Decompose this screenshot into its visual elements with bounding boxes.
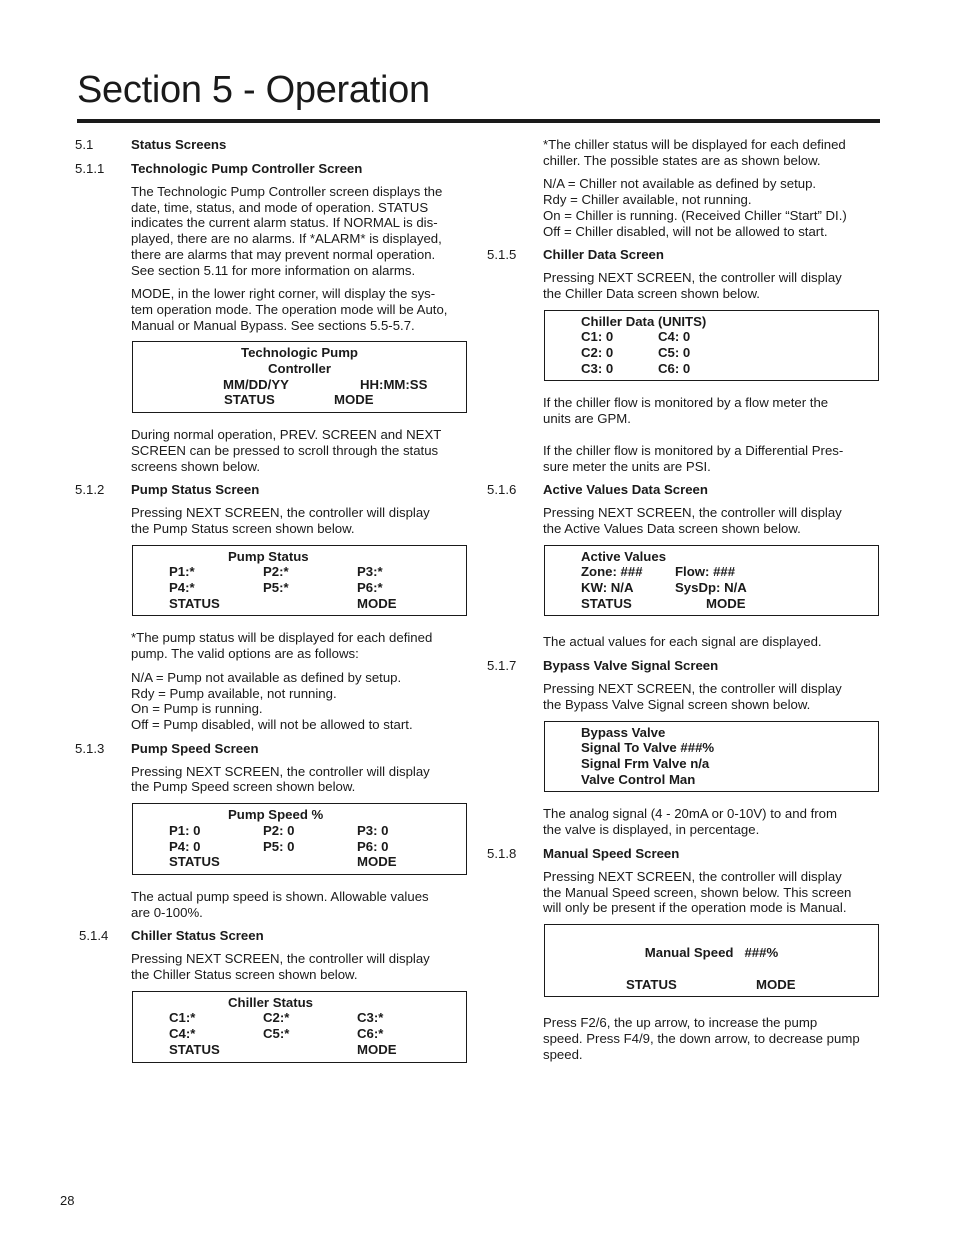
text-line: N/A = Pump not available as defined by setup. <box>131 669 402 685</box>
chiller-cell: C4:* <box>169 1026 196 1042</box>
section-title: Pump Status Screen <box>131 482 260 498</box>
pump-cell: P1:* <box>169 564 195 580</box>
left-column <box>75 136 495 1077</box>
chiller-data-cell: C1: 0 <box>581 329 614 345</box>
text-line: Press F2/6, the up arrow, to increase the pump <box>543 1015 818 1031</box>
time-field: HH:MM:SS <box>360 376 428 392</box>
text-line: Pressing NEXT SCREEN, the controller will display <box>131 951 430 967</box>
dp-meter-note <box>543 443 880 474</box>
screen-line: Controller <box>267 361 331 377</box>
chiller-status-note <box>543 137 880 168</box>
pump-speed-box <box>132 803 467 875</box>
chiller-data-cell: C6: 0 <box>658 360 691 376</box>
manual-speed-field: Manual Speed ###% <box>644 944 779 960</box>
status-field: STATUS <box>169 595 220 611</box>
bypass-valve-note <box>543 806 880 837</box>
right-column <box>487 136 907 1070</box>
text-line: played, there are no alarms. If *ALARM* is displayed, <box>131 231 442 247</box>
text-line: Off = Chiller disabled, will not be allowed to start. <box>543 223 828 239</box>
text-line: Rdy = Chiller available, not running. <box>543 192 752 208</box>
chiller-status-intro <box>131 951 468 982</box>
speed-cell: P5: 0 <box>263 838 295 854</box>
kw-field: KW: N/A <box>581 580 634 596</box>
section-number: 5.1.4 <box>79 928 109 944</box>
pump-cell: P4:* <box>169 580 195 596</box>
section-5-1-4-heading <box>75 928 495 944</box>
section-number: 5.1.3 <box>75 740 105 756</box>
chiller-cell: C1:* <box>169 1010 196 1026</box>
text-line: Off = Pump disabled, will not be allowed to start. <box>131 716 413 732</box>
screen-title: Bypass Valve <box>581 724 666 740</box>
chiller-data-intro <box>543 270 880 301</box>
text-line: *The chiller status will be displayed for each defined <box>543 137 846 152</box>
status-mode-row <box>545 596 878 612</box>
text-line: there are alarms that may prevent normal operation. <box>131 246 436 262</box>
text-line: If the chiller flow is monitored by a flow meter the <box>543 395 829 411</box>
speed-cell: P6: 0 <box>357 838 389 854</box>
section-5-1-7-heading <box>487 658 907 674</box>
date-field: MM/DD/YY <box>223 376 289 392</box>
active-values-grid <box>545 564 878 595</box>
pump-cell: P6:* <box>357 580 383 596</box>
mode-field: MODE <box>706 595 746 611</box>
text-line: The actual values for each signal are displayed. <box>543 634 822 650</box>
text-line: Pressing NEXT SCREEN, the controller will display <box>543 681 842 697</box>
pump-speed-grid <box>133 823 466 870</box>
speed-cell: P1: 0 <box>169 822 201 838</box>
chiller-status-options <box>543 176 880 239</box>
text-line: Pressing NEXT SCREEN, the controller will display <box>131 505 430 521</box>
text-line: On = Chiller is running. (Received Chiller “Start” DI.) <box>543 207 847 223</box>
text-line: Pressing NEXT SCREEN, the controller will display <box>543 868 842 884</box>
manual-speed-box <box>544 924 879 997</box>
status-field: STATUS <box>224 392 275 408</box>
sysdp-field: SysDp: N/A <box>675 580 747 596</box>
text-line: *The pump status will be displayed for each defined <box>131 630 433 646</box>
text-line: Manual or Manual Bypass. See sections 5.5-5.7. <box>131 317 415 333</box>
speed-cell: P3: 0 <box>357 822 389 838</box>
manual-speed-note <box>543 1015 880 1062</box>
text-line: If the chiller flow is monitored by a Differential Pres- <box>543 442 844 458</box>
text-line: N/A = Chiller not available as defined by setup. <box>543 176 817 192</box>
screen-title: Pump Speed % <box>228 807 324 823</box>
text-line: The Technologic Pump Controller screen displays the <box>131 184 443 199</box>
section-5-1-5-heading <box>487 247 907 263</box>
section-5-1-1-heading <box>75 161 495 177</box>
status-field: STATUS <box>626 976 677 992</box>
mode-field: MODE <box>357 1041 397 1057</box>
bypass-valve-box <box>544 721 879 793</box>
pump-status-note <box>131 630 468 661</box>
section-title: Bypass Valve Signal Screen <box>543 658 719 674</box>
tpc-description <box>131 184 468 278</box>
speed-cell: P4: 0 <box>169 838 201 854</box>
screen-title: Active Values <box>581 548 667 564</box>
text-line: pump. The valid options are as follows: <box>131 646 359 662</box>
text-line: During normal operation, PREV. SCREEN and NEXT <box>131 427 442 443</box>
text-line: the Manual Speed screen, shown below. This screen <box>543 884 852 900</box>
text-line: date, time, status, and mode of operation. STATUS <box>131 199 429 215</box>
title-rule <box>77 119 880 123</box>
active-values-intro <box>543 505 880 536</box>
pump-speed-note <box>131 889 468 920</box>
scroll-description <box>131 427 468 474</box>
pump-status-box <box>132 545 467 617</box>
signal-to-valve: Signal To Valve ###% <box>581 740 715 756</box>
screen-title: Chiller Status <box>228 994 314 1010</box>
section-number: 5.1.6 <box>487 482 517 498</box>
text-line: Pressing NEXT SCREEN, the controller will display <box>543 270 842 286</box>
section-title: Technologic Pump Controller Screen <box>131 161 363 176</box>
tpc-screen-box <box>132 341 467 413</box>
text-line: the valve is displayed, in percentage. <box>543 822 760 838</box>
text-line: the Pump Speed screen shown below. <box>131 779 356 795</box>
text-line: will only be present if the operation mode is Manual. <box>543 900 847 916</box>
chiller-data-cell: C4: 0 <box>658 329 691 345</box>
section-5-1-3-heading <box>75 741 495 757</box>
section-number: 5.1.1 <box>75 161 105 176</box>
text-line: speed. <box>543 1046 583 1062</box>
text-line: units are GPM. <box>543 411 631 427</box>
section-5-1-8-heading <box>487 846 907 862</box>
pump-cell: P3:* <box>357 564 383 580</box>
signal-from-valve: Signal Frm Valve n/a <box>581 755 710 771</box>
mode-field: MODE <box>334 392 374 408</box>
date-time-row <box>133 377 466 393</box>
text-line: MODE, in the lower right corner, will display the sys- <box>131 286 436 302</box>
section-title: Status Screens <box>131 137 227 152</box>
manual-speed-intro <box>543 869 880 916</box>
text-line: SCREEN can be pressed to scroll through the status <box>131 442 439 458</box>
section-title: Active Values Data Screen <box>543 482 708 498</box>
section-5-1-6-heading <box>487 482 907 498</box>
chiller-data-cell: C5: 0 <box>658 345 691 361</box>
active-values-note <box>543 634 880 650</box>
text-line: The analog signal (4 - 20mA or 0-10V) to and from <box>543 806 837 822</box>
text-line: Pressing NEXT SCREEN, the controller will display <box>543 505 842 521</box>
mode-description <box>131 286 468 333</box>
pump-speed-intro <box>131 764 468 795</box>
section-number: 5.1.7 <box>487 658 517 674</box>
section-title: Manual Speed Screen <box>543 845 680 861</box>
status-mode-row <box>133 392 466 408</box>
chiller-data-cell: C3: 0 <box>581 360 614 376</box>
section-title: Chiller Data Screen <box>543 247 664 263</box>
mode-field: MODE <box>357 595 397 611</box>
text-line: chiller. The possible states are as shown below. <box>543 152 821 168</box>
pump-grid <box>133 564 466 611</box>
text-line: Rdy = Pump available, not running. <box>131 685 337 701</box>
text-line: The actual pump speed is shown. Allowable values <box>131 888 429 904</box>
section-5-1-2-heading <box>75 482 495 498</box>
chiller-data-grid <box>545 329 878 376</box>
pump-cell: P2:* <box>263 564 289 580</box>
active-values-box <box>544 545 879 617</box>
status-field: STATUS <box>169 1041 220 1057</box>
screen-title: Chiller Data (UNITS) <box>581 313 707 329</box>
text-line: tem operation mode. The operation mode will be Auto, <box>131 301 448 317</box>
mode-field: MODE <box>357 854 397 870</box>
text-line: the Active Values Data screen shown below. <box>543 520 801 536</box>
text-line: the Pump Status screen shown below. <box>131 520 355 536</box>
text-line: Pressing NEXT SCREEN, the controller will display <box>131 763 430 779</box>
text-line: the Bypass Valve Signal screen shown below. <box>543 696 811 712</box>
chiller-grid <box>133 1010 466 1057</box>
status-mode-row <box>545 977 878 993</box>
status-field: STATUS <box>169 854 220 870</box>
section-5-1-heading <box>75 137 495 153</box>
section-number: 5.1.8 <box>487 845 517 861</box>
text-line: screens shown below. <box>131 458 261 474</box>
chiller-data-cell: C2: 0 <box>581 345 614 361</box>
chiller-data-box <box>544 310 879 382</box>
text-line: See section 5.11 for more information on alarms. <box>131 262 416 278</box>
flow-field: Flow: ### <box>675 564 736 580</box>
section-number: 5.1 <box>75 137 94 152</box>
chiller-cell: C2:* <box>263 1010 290 1026</box>
pump-cell: P5:* <box>263 580 289 596</box>
screen-line: Technologic Pump <box>241 345 358 361</box>
text-line: are 0-100%. <box>131 904 203 920</box>
section-number: 5.1.5 <box>487 247 517 263</box>
section-title: Chiller Status Screen <box>131 928 264 944</box>
speed-cell: P2: 0 <box>263 822 295 838</box>
chiller-cell: C6:* <box>357 1026 384 1042</box>
status-field: STATUS <box>581 595 632 611</box>
text-line: speed. Press F4/9, the down arrow, to decrease pump <box>543 1031 860 1047</box>
zone-field: Zone: ### <box>581 564 643 580</box>
text-line: the Chiller Data screen shown below. <box>543 285 760 301</box>
screen-title: Pump Status <box>228 548 309 564</box>
text-line: On = Pump is running. <box>131 701 263 717</box>
pump-status-intro <box>131 505 468 536</box>
page-number: 28 <box>60 1193 75 1208</box>
text-line: the Chiller Status screen shown below. <box>131 967 358 983</box>
mode-field: MODE <box>756 976 796 992</box>
page-title: Section 5 - Operation <box>77 69 430 111</box>
flow-meter-note <box>543 395 880 426</box>
section-number: 5.1.2 <box>75 482 105 498</box>
bypass-valve-intro <box>543 681 880 712</box>
chiller-cell: C3:* <box>357 1010 384 1026</box>
pump-status-options <box>131 670 468 733</box>
chiller-cell: C5:* <box>263 1026 290 1042</box>
text-line: indicates the current alarm status. If NORMAL is dis- <box>131 215 438 231</box>
chiller-status-box <box>132 991 467 1063</box>
section-title: Pump Speed Screen <box>131 740 259 756</box>
text-line: sure meter the units are PSI. <box>543 458 711 474</box>
valve-control: Valve Control Man <box>581 771 696 787</box>
